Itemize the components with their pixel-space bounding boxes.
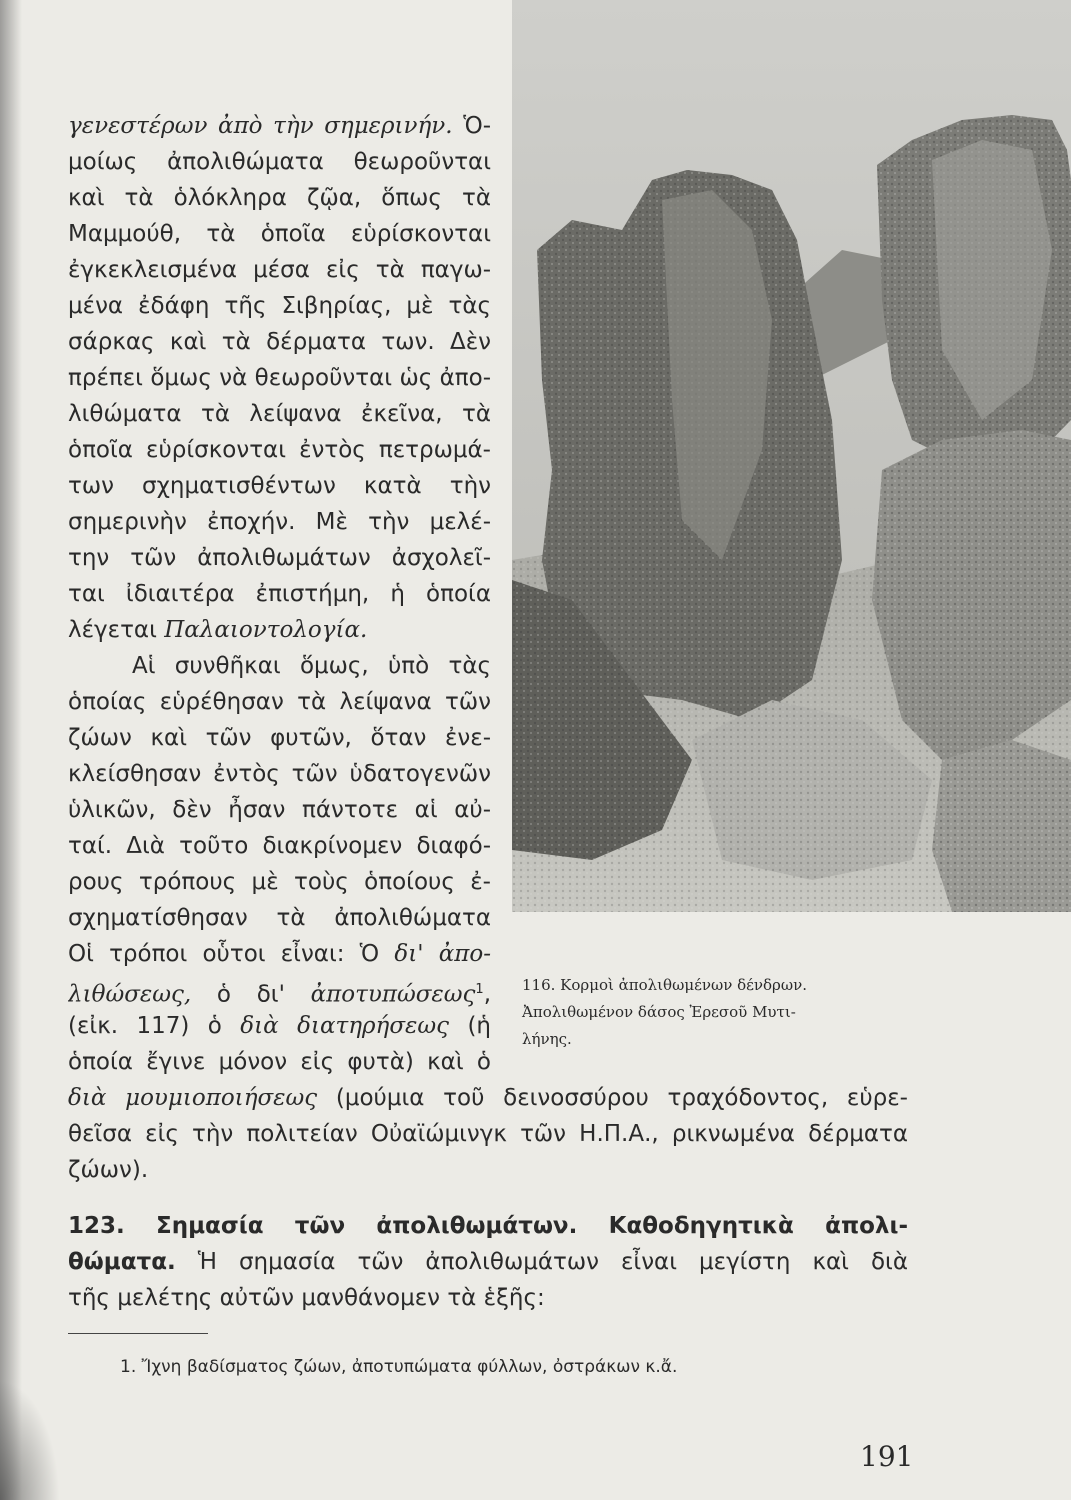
text-line: (εἰκ. 117) ὁ διὰ διατηρήσεως (ἡ xyxy=(68,1013,491,1039)
text-line: ὁποίας εὑρέθησαν τὰ λείψανα τῶν xyxy=(68,689,491,715)
text-line: λιθώσεως, ὁ δι' ἀποτυπώσεως$^1$, xyxy=(68,981,491,1008)
text-line: καὶ τὰ ὁλόκληρα ζῷα, ὅπως τὰ xyxy=(68,185,491,211)
text-line: κλείσθησαν ἐντὸς τῶν ὑδατογενῶν xyxy=(68,761,491,787)
text-line: πρέπει ὅμως νὰ θεωροῦνται ὡς ἀπο- xyxy=(68,365,491,391)
photo-illustration xyxy=(512,0,1071,912)
caption-line: λήνης. xyxy=(522,1030,572,1048)
text-line: ζώων καὶ τῶν φυτῶν, ὅταν ἐνε- xyxy=(68,725,491,751)
text-line: θεῖσα εἰς τὴν πολιτείαν Οὐαϊώμινγκ τῶν Η.Π.Α., ρικνωμένα δέρματα xyxy=(68,1121,908,1147)
text-line: ταί. Διὰ τοῦτο διακρίνομεν διαφό- xyxy=(68,833,491,859)
text-line: μένα ἐδάφη τῆς Σιβηρίας, μὲ τὰς xyxy=(68,293,491,319)
petrified-forest-photo xyxy=(512,0,1071,912)
text-line: ρους τρόπους μὲ τοὺς ὁποίους ἐ- xyxy=(68,869,491,895)
footnote-marker: 1 xyxy=(475,982,484,997)
text-line: ὁποῖα εὑρίσκονται ἐντὸς πετρωμά- xyxy=(68,437,491,463)
text-line: των σχηματισθέντων κατὰ τὴν xyxy=(68,473,491,499)
text-line: ται ἰδιαιτέρα ἐπιστήμη, ἡ ὁποία xyxy=(68,581,491,607)
text-line: διὰ μουμιοποιήσεως (μούμια τοῦ δεινοσσύρου τραχόδοντος, εὑρε- xyxy=(68,1085,908,1111)
section-heading: 123. Σημασία τῶν ἀπολιθωμάτων. Καθοδηγητικὰ ἀπολι- xyxy=(68,1213,908,1239)
text-line: σάρκας καὶ τὰ δέρματα των. Δὲν xyxy=(68,329,491,355)
text-line: σημερινὴν ἐποχήν. Μὲ τὴν μελέ- xyxy=(68,509,491,535)
footnote: 1. Ἴχνη βαδίσματος ζώων, ἀποτυπώματα φύλλων, ὀστράκων κ.ἄ. xyxy=(120,1357,678,1377)
page-edge-shadow xyxy=(0,0,22,1500)
text-line: ζώων). xyxy=(68,1157,149,1183)
text-line: λέγεται Παλαιοντολογία. xyxy=(68,617,368,643)
text-line: ὑλικῶν, δὲν ἦσαν πάντοτε αἱ αὐ- xyxy=(68,797,491,823)
text-line: θώματα. Ἡ σημασία τῶν ἀπολιθωμάτων εἶναι μεγίστη καὶ διὰ xyxy=(68,1249,908,1275)
caption-line: 116. Κορμοὶ ἀπολιθωμένων δένδρων. xyxy=(522,976,807,994)
text-line: Μαμμούθ, τὰ ὁποῖα εὑρίσκονται xyxy=(68,221,491,247)
page-corner-shadow xyxy=(0,1380,60,1500)
text-line: Αἱ συνθῆκαι ὅμως, ὑπὸ τὰς xyxy=(132,653,491,679)
text-line: ἐγκεκλεισμένα μέσα εἰς τὰ παγω- xyxy=(68,257,491,283)
text-line: σχηματίσθησαν τὰ ἀπολιθώματα xyxy=(68,905,491,931)
caption-line: Ἀπολιθωμένον δάσος Ἐρεσοῦ Μυτι- xyxy=(522,1003,796,1021)
text-line: Οἱ τρόποι οὗτοι εἶναι: Ὁ δι' ἀπο- xyxy=(68,941,491,967)
page-number: 191 xyxy=(860,1440,914,1473)
text-line: μοίως ἀπολιθώματα θεωροῦνται xyxy=(68,149,491,175)
text-line: λιθώματα τὰ λείψανα ἐκεῖνα, τὰ xyxy=(68,401,491,427)
text-line: γενεστέρων ἀπὸ τὴν σημερινήν. Ὁ- xyxy=(68,113,491,139)
text-line: τῆς μελέτης αὐτῶν μανθάνομεν τὰ ἑξῆς: xyxy=(68,1285,545,1311)
footnote-rule xyxy=(68,1333,208,1334)
text-line: ὁποία ἔγινε μόνον εἰς φυτὰ) καὶ ὁ xyxy=(68,1049,491,1075)
text-line: την τῶν ἀπολιθωμάτων ἀσχολεῖ- xyxy=(68,545,491,571)
term-paleontology: Παλαιοντολογία. xyxy=(164,617,368,643)
